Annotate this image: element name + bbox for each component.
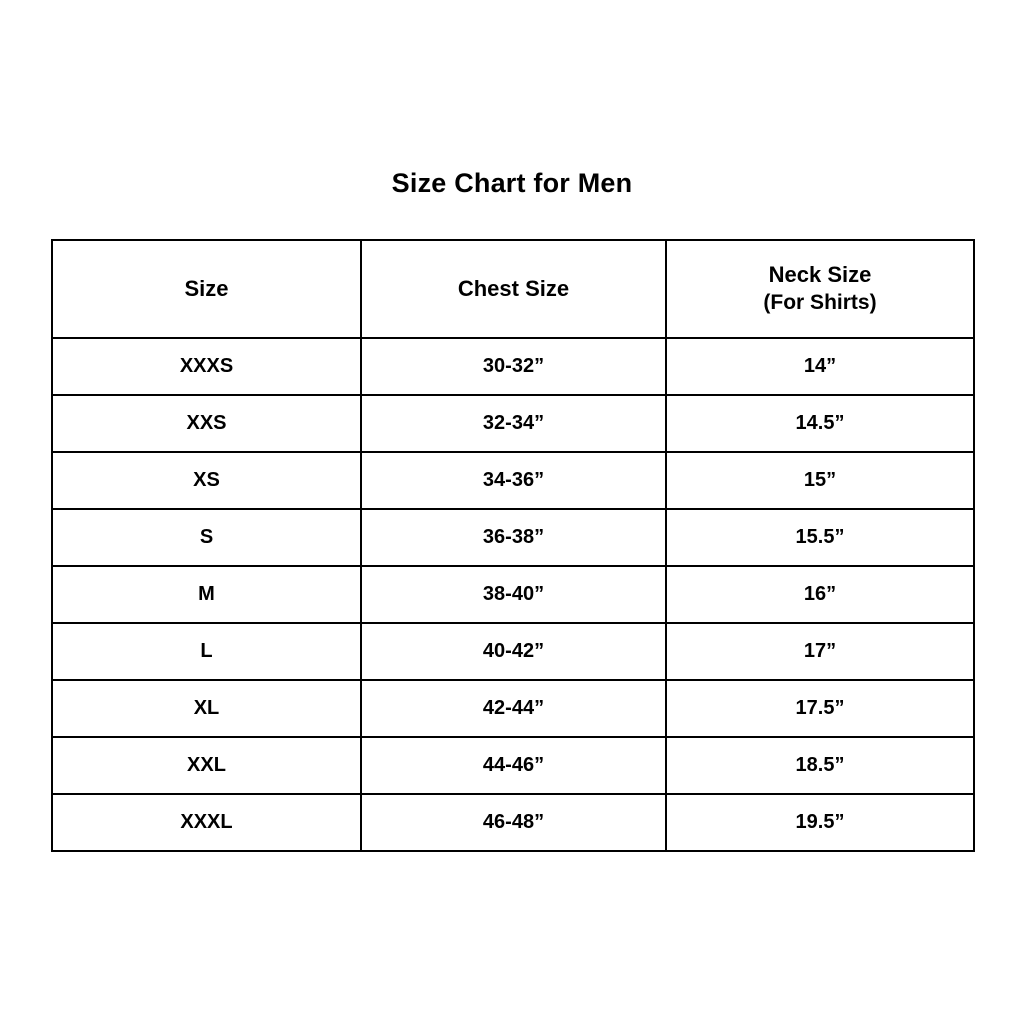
cell-chest: 30-32” [361,338,666,395]
size-chart-table [51,239,975,852]
cell-size: XXL [52,737,361,794]
cell-neck: 14” [666,338,974,395]
page-title: Size Chart for Men [391,168,633,198]
table-row [52,566,974,623]
cell-size: XL [52,680,361,737]
column-header-size-label: Size [184,275,229,301]
cell-chest: 40-42” [361,623,666,680]
cell-size: XS [52,452,361,509]
table-body [52,338,974,851]
table-row [52,737,974,794]
table-row [52,623,974,680]
column-header-chest-size [361,240,666,338]
column-header-neck-size-label: Neck Size [768,262,872,288]
cell-chest: 34-36” [361,452,666,509]
size-table-container [51,239,973,852]
table-row [52,509,974,566]
cell-chest: 36-38” [361,509,666,566]
cell-neck: 15” [666,452,974,509]
column-header-chest-size-label: Chest Size [457,275,570,301]
cell-chest: 32-34” [361,395,666,452]
cell-neck: 18.5” [666,737,974,794]
cell-size: XXXL [52,794,361,851]
cell-neck: 15.5” [666,509,974,566]
cell-chest: 44-46” [361,737,666,794]
cell-neck: 19.5” [666,794,974,851]
column-header-neck-size-sublabel: (For Shirts) [763,290,877,314]
table-row [52,794,974,851]
cell-chest: 42-44” [361,680,666,737]
table-row [52,680,974,737]
cell-chest: 38-40” [361,566,666,623]
column-header-neck-size [666,240,974,338]
cell-chest: 46-48” [361,794,666,851]
cell-neck: 17” [666,623,974,680]
cell-size: M [52,566,361,623]
cell-neck: 17.5” [666,680,974,737]
table-row [52,395,974,452]
cell-size: XXXS [52,338,361,395]
column-header-size [52,240,361,338]
cell-neck: 14.5” [666,395,974,452]
table-header [52,240,974,338]
table-header-row [52,240,974,338]
table-row [52,452,974,509]
cell-size: L [52,623,361,680]
cell-neck: 16” [666,566,974,623]
table-row [52,338,974,395]
cell-size: XXS [52,395,361,452]
cell-size: S [52,509,361,566]
